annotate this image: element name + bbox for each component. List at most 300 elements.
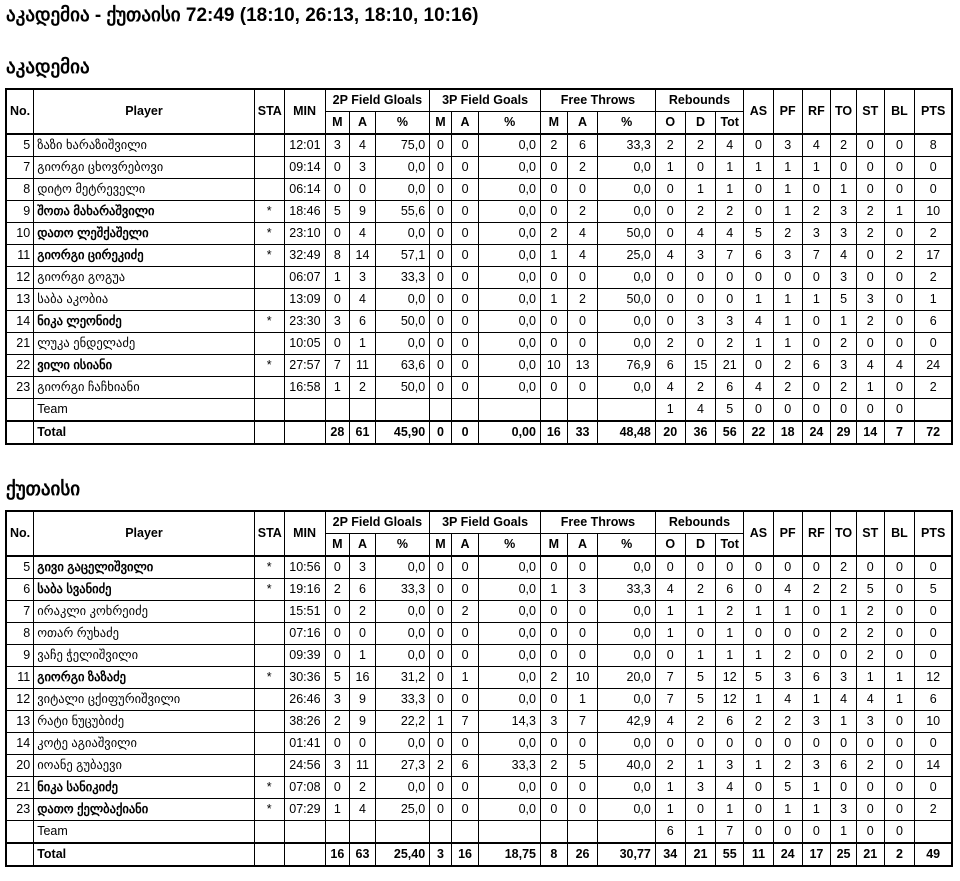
stat-p3: 0,0 (479, 556, 541, 579)
player-name: შოთა მახარაშვილი (34, 201, 255, 223)
stat-pf_pct: 0,0 (598, 733, 655, 755)
stat-pts: 0 (915, 623, 952, 645)
stat-as: 0 (744, 179, 774, 201)
stat-m3: 0 (430, 201, 452, 223)
team-row-label: Team (34, 399, 255, 422)
col-reb-o: O (655, 112, 685, 135)
stat-pf: 2 (773, 711, 802, 733)
stat-o: 4 (655, 579, 685, 601)
stat-bl: 0 (884, 601, 915, 623)
total-row-label: Total (34, 843, 255, 866)
stat-p3: 0,0 (479, 201, 541, 223)
stat-d: 0 (685, 623, 716, 645)
player-starter (254, 689, 284, 711)
player-name: ვილი ისიანი (34, 355, 255, 377)
stat-p2: 0,0 (375, 777, 429, 799)
player-number: 20 (6, 755, 34, 777)
stat-pf: 5 (773, 777, 802, 799)
stat-bl: 4 (884, 355, 915, 377)
total-row (6, 421, 952, 444)
col-3p-a: A (451, 534, 479, 557)
col-3p-group: 3P Field Goals (430, 89, 541, 112)
stat-bl: 0 (884, 645, 915, 667)
stat-as: 5 (744, 667, 774, 689)
total-stat-af: 33 (567, 421, 598, 444)
stat-af: 0 (567, 645, 598, 667)
stat-pf: 1 (773, 289, 802, 311)
stat-m3: 0 (430, 623, 452, 645)
player-number: 22 (6, 355, 34, 377)
stat-pf: 2 (773, 755, 802, 777)
stat-mf: 0 (540, 179, 567, 201)
stat-as: 1 (744, 645, 774, 667)
player-starter (254, 645, 284, 667)
stat-as: 5 (744, 223, 774, 245)
player-name: საბა აკობია (34, 289, 255, 311)
stat-a3: 7 (451, 711, 479, 733)
stat-tot: 6 (716, 579, 744, 601)
stat-as: 0 (744, 267, 774, 289)
team-stat-st: 0 (856, 399, 884, 422)
total-row-label: Total (34, 421, 255, 444)
col-st: ST (856, 511, 884, 556)
stat-o: 4 (655, 377, 685, 399)
stat-pf: 1 (773, 799, 802, 821)
empty-cell (451, 399, 479, 422)
player-row (6, 179, 952, 201)
player-name: დათო ქელბაქიანი (34, 799, 255, 821)
stat-p2: 0,0 (375, 623, 429, 645)
player-starter (254, 733, 284, 755)
player-minutes: 23:10 (284, 223, 325, 245)
stat-p3: 0,0 (479, 667, 541, 689)
col-ft-pct: % (598, 534, 655, 557)
stat-pts: 0 (915, 333, 952, 355)
stat-m2: 8 (325, 245, 350, 267)
empty-cell (430, 399, 452, 422)
stat-o: 0 (655, 179, 685, 201)
stat-d: 3 (685, 777, 716, 799)
stat-pf_pct: 33,3 (598, 134, 655, 157)
stat-rf: 0 (802, 556, 831, 579)
stat-d: 5 (685, 689, 716, 711)
col-ft-group: Free Throws (540, 89, 655, 112)
stat-p3: 0,0 (479, 579, 541, 601)
stat-pf: 0 (773, 556, 802, 579)
stat-rf: 3 (802, 755, 831, 777)
stat-p3: 0,0 (479, 733, 541, 755)
box-score-table-home (5, 88, 953, 445)
stat-st: 0 (856, 799, 884, 821)
player-minutes: 27:57 (284, 355, 325, 377)
stat-tot: 6 (716, 377, 744, 399)
stat-mf: 0 (540, 777, 567, 799)
player-number: 5 (6, 134, 34, 157)
stat-as: 0 (744, 623, 774, 645)
stat-af: 2 (567, 289, 598, 311)
stat-p2: 57,1 (375, 245, 429, 267)
empty-cell (451, 821, 479, 844)
stat-rf: 0 (802, 179, 831, 201)
player-name: იოანე გუბაევი (34, 755, 255, 777)
stat-tot: 0 (716, 556, 744, 579)
stat-tot: 2 (716, 333, 744, 355)
team-row (6, 821, 952, 844)
stat-d: 3 (685, 311, 716, 333)
total-stat-pf_pct: 30,77 (598, 843, 655, 866)
stat-bl: 0 (884, 733, 915, 755)
stat-st: 2 (856, 223, 884, 245)
stat-a2: 2 (350, 601, 376, 623)
stat-mf: 0 (540, 689, 567, 711)
stat-af: 0 (567, 377, 598, 399)
stat-pf_pct: 0,0 (598, 157, 655, 179)
stat-a3: 0 (451, 799, 479, 821)
player-row (6, 623, 952, 645)
stat-a2: 0 (350, 623, 376, 645)
stat-a2: 0 (350, 733, 376, 755)
stat-p3: 0,0 (479, 689, 541, 711)
total-stat-a2: 63 (350, 843, 376, 866)
stat-d: 1 (685, 601, 716, 623)
player-minutes: 26:46 (284, 689, 325, 711)
stat-m2: 1 (325, 799, 350, 821)
col-ft-m: M (540, 112, 567, 135)
stat-p3: 0,0 (479, 333, 541, 355)
stat-pf: 3 (773, 667, 802, 689)
stat-to: 2 (831, 623, 857, 645)
stat-m3: 0 (430, 134, 452, 157)
stat-a2: 9 (350, 201, 376, 223)
stat-to: 5 (831, 289, 857, 311)
stat-to: 2 (831, 333, 857, 355)
col-pts: PTS (915, 89, 952, 134)
stat-pts: 12 (915, 667, 952, 689)
stat-rf: 0 (802, 377, 831, 399)
stat-tot: 4 (716, 134, 744, 157)
player-starter (254, 711, 284, 733)
stat-o: 2 (655, 333, 685, 355)
team-stat-o: 1 (655, 399, 685, 422)
total-stat-as: 11 (744, 843, 774, 866)
player-row (6, 157, 952, 179)
player-name: გიორგი ზაზაძე (34, 667, 255, 689)
player-minutes: 09:39 (284, 645, 325, 667)
player-number: 5 (6, 556, 34, 579)
stat-rf: 1 (802, 777, 831, 799)
stat-rf: 1 (802, 157, 831, 179)
stat-mf: 2 (540, 223, 567, 245)
player-row (6, 134, 952, 157)
stat-d: 0 (685, 289, 716, 311)
player-minutes: 23:30 (284, 311, 325, 333)
player-starter: * (254, 223, 284, 245)
total-stat-st: 14 (856, 421, 884, 444)
stat-as: 0 (744, 355, 774, 377)
stat-af: 0 (567, 799, 598, 821)
player-row (6, 223, 952, 245)
team-stat-bl: 0 (884, 399, 915, 422)
stat-m2: 3 (325, 689, 350, 711)
total-stat-rf: 24 (802, 421, 831, 444)
stat-m2: 7 (325, 355, 350, 377)
total-stat-d: 21 (685, 843, 716, 866)
stat-a2: 4 (350, 223, 376, 245)
player-minutes: 38:26 (284, 711, 325, 733)
stat-st: 4 (856, 689, 884, 711)
stat-to: 2 (831, 579, 857, 601)
col-reb-tot: Tot (716, 112, 744, 135)
stat-af: 0 (567, 179, 598, 201)
stat-m3: 0 (430, 333, 452, 355)
team-stat-rf: 0 (802, 399, 831, 422)
stat-p2: 0,0 (375, 733, 429, 755)
stat-pts: 6 (915, 311, 952, 333)
stat-pts: 2 (915, 223, 952, 245)
stat-as: 1 (744, 689, 774, 711)
stat-to: 3 (831, 267, 857, 289)
col-2p-m: M (325, 534, 350, 557)
player-starter (254, 289, 284, 311)
empty-cell (325, 399, 350, 422)
stat-af: 10 (567, 667, 598, 689)
stat-bl: 0 (884, 755, 915, 777)
team-name-home: აკადემია (6, 57, 90, 78)
stat-m2: 0 (325, 333, 350, 355)
stat-a3: 0 (451, 179, 479, 201)
col-3p-a: A (451, 112, 479, 135)
stat-a2: 4 (350, 289, 376, 311)
stat-p2: 50,0 (375, 377, 429, 399)
stat-m3: 0 (430, 179, 452, 201)
stat-p3: 0,0 (479, 311, 541, 333)
player-starter (254, 179, 284, 201)
stat-m2: 2 (325, 579, 350, 601)
stat-to: 2 (831, 134, 857, 157)
empty-cell (567, 821, 598, 844)
col-no: No. (6, 511, 34, 556)
stat-m2: 0 (325, 645, 350, 667)
stat-st: 2 (856, 311, 884, 333)
stat-d: 1 (685, 755, 716, 777)
stat-pf: 0 (773, 733, 802, 755)
col-reb-tot: Tot (716, 534, 744, 557)
player-starter (254, 601, 284, 623)
stat-tot: 1 (716, 157, 744, 179)
stat-pf_pct: 33,3 (598, 579, 655, 601)
stat-to: 1 (831, 711, 857, 733)
stat-a2: 6 (350, 311, 376, 333)
player-row (6, 267, 952, 289)
team-stat-tot: 5 (716, 399, 744, 422)
stat-pf_pct: 0,0 (598, 623, 655, 645)
stat-mf: 2 (540, 667, 567, 689)
stat-bl: 2 (884, 245, 915, 267)
stat-p3: 0,0 (479, 289, 541, 311)
empty-cell (350, 821, 376, 844)
box-score-table-away (5, 510, 953, 867)
stat-st: 2 (856, 755, 884, 777)
player-number: 11 (6, 667, 34, 689)
stat-as: 0 (744, 579, 774, 601)
player-starter: * (254, 799, 284, 821)
stat-a3: 0 (451, 579, 479, 601)
stat-a2: 4 (350, 799, 376, 821)
stat-bl: 0 (884, 289, 915, 311)
stat-d: 15 (685, 355, 716, 377)
player-number: 11 (6, 245, 34, 267)
stat-tot: 1 (716, 799, 744, 821)
stat-p2: 0,0 (375, 556, 429, 579)
stat-m2: 0 (325, 601, 350, 623)
stat-pts: 2 (915, 267, 952, 289)
total-stat-o: 20 (655, 421, 685, 444)
stat-bl: 0 (884, 799, 915, 821)
player-starter: * (254, 556, 284, 579)
player-starter: * (254, 777, 284, 799)
stat-d: 0 (685, 733, 716, 755)
player-starter (254, 134, 284, 157)
stat-st: 1 (856, 377, 884, 399)
stat-mf: 10 (540, 355, 567, 377)
col-ft-pct: % (598, 112, 655, 135)
stat-as: 0 (744, 733, 774, 755)
col-3p-group: 3P Field Goals (430, 511, 541, 534)
stat-o: 2 (655, 755, 685, 777)
stat-d: 1 (685, 645, 716, 667)
stat-m3: 0 (430, 601, 452, 623)
empty-cell (6, 821, 34, 844)
stat-m3: 0 (430, 689, 452, 711)
empty-cell (6, 399, 34, 422)
stat-pf: 3 (773, 134, 802, 157)
stat-mf: 0 (540, 733, 567, 755)
team-stat-pf: 0 (773, 399, 802, 422)
stat-m3: 0 (430, 799, 452, 821)
player-number: 6 (6, 579, 34, 601)
stat-m2: 3 (325, 311, 350, 333)
stat-p3: 0,0 (479, 157, 541, 179)
total-stat-to: 29 (831, 421, 857, 444)
stat-pf: 1 (773, 201, 802, 223)
stat-o: 0 (655, 289, 685, 311)
stat-a2: 11 (350, 355, 376, 377)
stat-pf_pct: 40,0 (598, 755, 655, 777)
stat-tot: 3 (716, 755, 744, 777)
player-starter: * (254, 245, 284, 267)
stat-pf: 0 (773, 623, 802, 645)
stat-pf_pct: 0,0 (598, 689, 655, 711)
stat-st: 0 (856, 556, 884, 579)
player-name: ნიკა ლეონიძე (34, 311, 255, 333)
stat-d: 0 (685, 157, 716, 179)
stat-mf: 0 (540, 623, 567, 645)
stat-pf_pct: 20,0 (598, 667, 655, 689)
team-stat-st: 0 (856, 821, 884, 844)
col-3p-m: M (430, 112, 452, 135)
player-number: 23 (6, 377, 34, 399)
stat-as: 4 (744, 311, 774, 333)
stat-pts: 0 (915, 179, 952, 201)
player-row (6, 755, 952, 777)
stat-m3: 0 (430, 667, 452, 689)
stat-as: 1 (744, 333, 774, 355)
team-stat-tot: 7 (716, 821, 744, 844)
stat-pf: 4 (773, 579, 802, 601)
stat-bl: 0 (884, 579, 915, 601)
player-number: 21 (6, 333, 34, 355)
stat-a3: 0 (451, 556, 479, 579)
stat-rf: 2 (802, 201, 831, 223)
player-name: ნიკა სანიკიძე (34, 777, 255, 799)
empty-cell (284, 821, 325, 844)
empty-cell (540, 821, 567, 844)
stat-as: 0 (744, 556, 774, 579)
col-min: MIN (284, 89, 325, 134)
player-starter: * (254, 355, 284, 377)
team-stat-o: 6 (655, 821, 685, 844)
stat-pf: 2 (773, 645, 802, 667)
stat-o: 7 (655, 667, 685, 689)
stat-af: 7 (567, 711, 598, 733)
player-starter: * (254, 667, 284, 689)
col-reb-d: D (685, 534, 716, 557)
stat-rf: 7 (802, 245, 831, 267)
player-name: გიორგი ცხოვრებოვი (34, 157, 255, 179)
empty-cell (598, 821, 655, 844)
stat-mf: 0 (540, 311, 567, 333)
stat-pf_pct: 0,0 (598, 267, 655, 289)
stat-as: 0 (744, 799, 774, 821)
team-stat-d: 1 (685, 821, 716, 844)
total-stat-p2: 45,90 (375, 421, 429, 444)
player-name: დათო ლეშქაშელი (34, 223, 255, 245)
stat-a3: 0 (451, 689, 479, 711)
stat-st: 0 (856, 777, 884, 799)
empty-cell (915, 399, 952, 422)
player-name: გიორგი ჩაჩხიანი (34, 377, 255, 399)
stat-p3: 0,0 (479, 377, 541, 399)
stat-p2: 50,0 (375, 311, 429, 333)
stat-d: 0 (685, 556, 716, 579)
player-name: ვიტალი ცქიფურიშვილი (34, 689, 255, 711)
player-name: გიორგი გოგუა (34, 267, 255, 289)
stat-tot: 7 (716, 245, 744, 267)
empty-cell (479, 821, 541, 844)
stat-p2: 0,0 (375, 333, 429, 355)
stat-mf: 0 (540, 601, 567, 623)
total-stat-m2: 28 (325, 421, 350, 444)
player-row (6, 645, 952, 667)
stat-as: 6 (744, 245, 774, 267)
stat-to: 3 (831, 355, 857, 377)
col-player: Player (34, 511, 255, 556)
stat-to: 2 (831, 377, 857, 399)
stat-p2: 0,0 (375, 601, 429, 623)
stat-m3: 0 (430, 645, 452, 667)
col-2p-a: A (350, 112, 376, 135)
stat-pts: 24 (915, 355, 952, 377)
stat-pf: 2 (773, 355, 802, 377)
player-name: დიტო მეტრეველი (34, 179, 255, 201)
stat-mf: 0 (540, 645, 567, 667)
player-minutes: 16:58 (284, 377, 325, 399)
total-stat-o: 34 (655, 843, 685, 866)
stat-a3: 0 (451, 157, 479, 179)
stat-a3: 0 (451, 245, 479, 267)
col-2p-m: M (325, 112, 350, 135)
stat-rf: 0 (802, 623, 831, 645)
